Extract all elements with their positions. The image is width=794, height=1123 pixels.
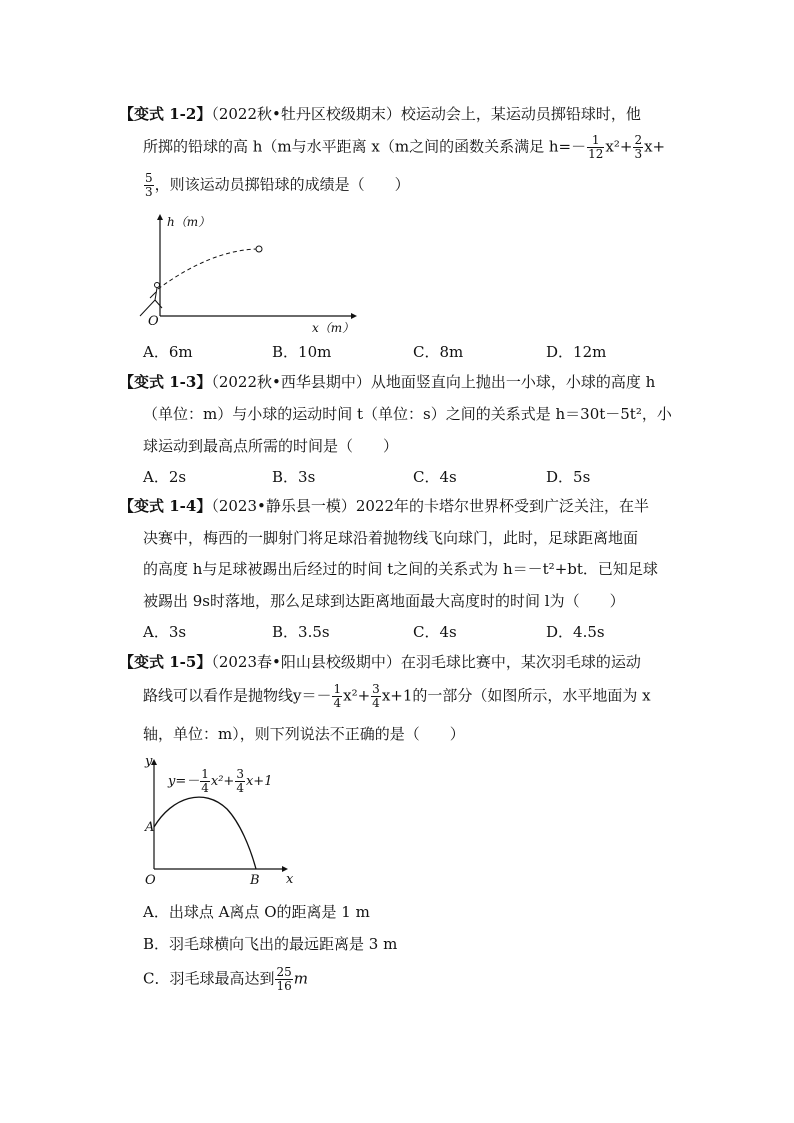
p12-option-a[interactable]: A．6m	[143, 343, 193, 361]
problem-1-4-text4: 被踢出 9s时落地，那么足球到达距离地面最大高度时的时间 l为（ ）	[143, 592, 625, 610]
problem-1-4-tag: 【变式 1-4】	[119, 497, 212, 515]
p12-option-b[interactable]: B．10m	[272, 343, 332, 361]
p13-option-a[interactable]: A．2s	[143, 468, 187, 486]
problem-1-3-text1: （2022秋•西华县期中）从地面竖直向上抛出一小球，小球的高度 h	[211, 373, 656, 391]
problem-1-3-tag: 【变式 1-3】	[119, 373, 212, 391]
problem-1-2-line3	[143, 172, 410, 199]
p14-option-d[interactable]: D．4.5s	[546, 623, 605, 641]
fraction-5-3: $\frac{5}{3}$	[145, 171, 153, 199]
fraction-3-4: $\frac{3}{4}$	[372, 682, 380, 710]
problem-1-4-text1: （2023•静乐县一模）2022年的卡塔尔世界杯受到广泛关注，在半	[211, 497, 650, 515]
problem-1-5-line2: 路线可以看作是抛物线y＝－ $\frac{1}{4}$ x²+ $\frac{3}{4}$ x+1的一部分（如图所示，水平地面为 x	[143, 682, 651, 710]
problem-1-2-text1: （2022秋•牡丹区校级期末）校运动会上，某运动员掷铅球时，他	[211, 105, 641, 123]
problem-1-3-text2: （单位：m）与小球的运动时间 t（单位：s）之间的关系式是 h＝30t－5t²，小	[143, 405, 672, 423]
athlete-icon	[140, 283, 162, 317]
point-a-label: A	[145, 820, 155, 835]
problem-1-5-text3: 轴，单位：m），则下列说法不正确的是（ ）	[143, 725, 465, 743]
trajectory-curve	[158, 249, 258, 289]
problem-1-2-text2: 所掷的铅球的高 h（m与水平距离 x（m之间的函数关系满足 h=－	[143, 137, 587, 156]
origin-label: O	[148, 314, 159, 329]
p15-option-c[interactable]: C．羽毛球最高达到 $\frac{25}{16}$ m	[143, 965, 308, 993]
fraction-25-16: $\frac{25}{16}$	[276, 965, 292, 993]
p12-option-c[interactable]: C．8m	[413, 343, 464, 361]
p13-option-b[interactable]: B．3s	[272, 468, 316, 486]
origin-label: O	[145, 873, 156, 888]
y-axis-label: y	[145, 754, 153, 769]
x-axis-label: x（m）	[312, 321, 355, 335]
p13-option-c[interactable]: C．4s	[413, 468, 457, 486]
problem-1-2-line1	[119, 104, 641, 124]
problem-1-2-text3: ，则该运动员掷铅球的成绩是（ ）	[154, 175, 410, 194]
p14-option-c[interactable]: C．4s	[413, 623, 457, 641]
p14-option-a[interactable]: A．3s	[143, 623, 187, 641]
fraction-1-4: $\frac{1}{4}$	[333, 682, 342, 710]
problem-1-2-line2: 所掷的铅球的高 h（m与水平距离 x（m之间的函数关系满足 h=－ $\frac{1}{12}$ x²+ $\frac{2}{3}$ x+	[143, 133, 666, 161]
problem-1-5-text1: （2023春•阳山县校级期中）在羽毛球比赛中，某次羽毛球的运动	[211, 653, 641, 671]
fraction-2-3: $\frac{2}{3}$	[634, 133, 643, 161]
problem-1-5-tag: 【变式 1-5】	[119, 653, 212, 671]
shot-ball-icon	[256, 246, 262, 252]
problem-1-3-text3: 球运动到最高点所需的时间是（ ）	[143, 437, 399, 455]
x-axis-label: x	[286, 872, 294, 887]
problem-1-4-text2: 决赛中，梅西的一脚射门将足球沿着抛物线飞向球门，此时，足球距离地面	[143, 529, 639, 547]
p12-option-d[interactable]: D．12m	[546, 343, 607, 361]
y-axis-arrow-icon	[157, 214, 163, 220]
parabola-curve	[154, 797, 256, 869]
fraction-1-12: $\frac{1}{12}$	[588, 133, 604, 161]
problem-1-2-tag: 【变式 1-2】	[119, 105, 212, 123]
p15-option-a[interactable]: A．出球点 A离点 O的距离是 1 m	[143, 903, 370, 921]
h-axis-label: h（m）	[167, 215, 211, 229]
p15-option-b[interactable]: B．羽毛球横向飞出的最远距离是 3 m	[143, 935, 398, 953]
problem-1-4-text3: 的高度 h与足球被踢出后经过的时间 t之间的关系式为 h＝－t²+bt．已知足球	[143, 560, 658, 578]
p13-option-d[interactable]: D．5s	[546, 468, 591, 486]
point-b-label: B	[250, 873, 260, 888]
figure-equation: y=－ $\frac{1}{4}$ x²+ $\frac{3}{4}$ x+1	[168, 767, 273, 795]
p14-option-b[interactable]: B．3.5s	[272, 623, 330, 641]
